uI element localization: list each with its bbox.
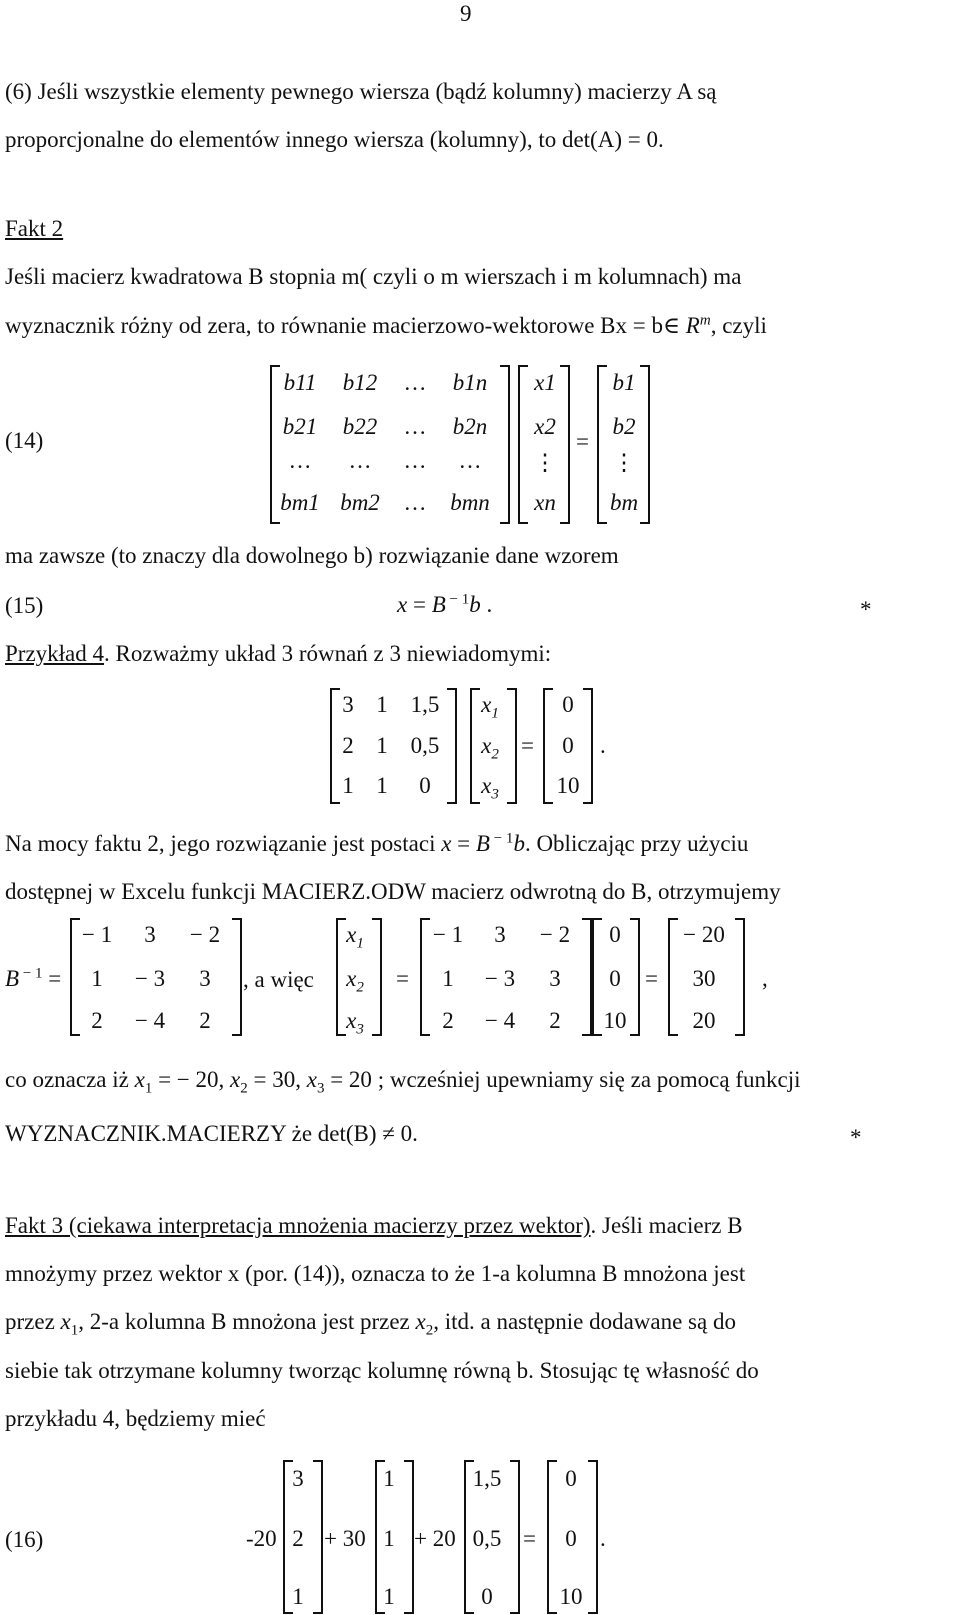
result-comma: ,: [762, 966, 768, 991]
fakt2-title: Fakt 2: [5, 216, 64, 241]
eq16-label: (16): [5, 1527, 44, 1552]
prop6-line2: proporcjonalne do elementów innego wiersza (kolumny), to det(A) = 0.: [5, 127, 664, 152]
fakt3-line1: Fakt 3 (ciekawa interpretacja mnożenia macierzy przez wektor). Jeśli macierz B: [5, 1213, 743, 1238]
wyznacznik-line: WYZNACZNIK.MACIERZY że det(B) ≠ 0.: [5, 1121, 418, 1146]
fakt3-title: Fakt 3 (ciekawa interpretacja mnożenia macierzy przez wektor): [5, 1213, 591, 1238]
eq15-label: (15): [5, 593, 44, 618]
star-1: *: [860, 597, 872, 622]
product-equals-2: =: [645, 966, 658, 991]
fakt3-line4: siebie tak otrzymane kolumny tworząc kolumnę równą b. Stosując tę własność do: [5, 1358, 759, 1383]
fakt2-line1: Jeśli macierz kwadratowa B stopnia m( czyli o m wierszach i m kolumnach) ma: [5, 264, 742, 289]
eq16-coef3: + 20: [414, 1526, 456, 1551]
a-wiec: , a więc: [243, 967, 314, 992]
page-number: 9: [460, 1, 472, 26]
prop6-line1: (6) Jeśli wszystkie elementy pewnego wiersza (bądź kolumny) macierzy A są: [5, 79, 717, 104]
eq14-label: (14): [5, 428, 44, 453]
example4-title: Przykład 4: [5, 641, 105, 666]
dostepnej-line: dostępnej w Excelu funkcji MACIERZ.ODW macierz odwrotną do B, otrzymujemy: [5, 879, 781, 904]
eq15-formula: x = B $^{- 1}$b .: [397, 591, 493, 617]
not-equal-symbol: ≠: [376, 1121, 395, 1146]
na-mocy-line: Na mocy faktu 2, jego rozwiązanie jest postaci x = B $^{- 1}$b. Obliczając przy użyciu: [5, 830, 749, 856]
co-oznacza-line: co oznacza iż $x_1$ = − 20, $x_2 = 30$, $x_3 = 20$ ; wcześniej upewniamy się za pomocą funkcji: [5, 1067, 801, 1097]
document-page: 9 (6) Jeśli wszystkie elementy pewnego wiersza (bądź kolumny) macierzy A są proporcjonalne do elementów innego wiersza (kolumny), to det(A) = 0. Fakt 2 Jeśli macierz kwadratowa B stopnia m( czyli o m wierszach i m kolumnach) ma wyznacznik różny od zera, to równanie macierzowo-wektorowe Bx = b∈ $R^m$, czyli (14) b11 b12 … b1n b21 b22 … b2n … … … … bm1 bm2 … bmn x1 x2 ⋮ xn = b1 b2 ⋮ bm ma zawsze (to znaczy dla dowolnego b) rozwiązanie dane wzorem (15) x = B $^{- 1}$b . * Przykład 4. Rozważmy układ 3 równań z 3 niewiadomymi: 3 1 1,5 2 1 0,5 1 1 0 $x_1$ $x_2$ $x_3$ = 0 0 10 . Na mocy faktu 2, jego rozwiązanie jest postaci x = B $^{- 1}$b. Obliczając przy użyciu dostępnej w Excelu funkcji MACIERZ.ODW macierz odwrotną do B, otrzymujemy B $^{- 1}$ = − 1 3 − 2 1 − 3 3 2 − 4 2 , a więc $x_1$ $x_2$ $x_3$ = − 1 3 − 2 1 − 3 3 2 − 4 2 0 0 10 = − 20 30 20 , co oznacza iż $x_1$ = − 20, $x_2 = 30$, $x_3 = 20$ ; wcześniej upewniamy się za pomocą funkcji WYZNACZNIK.MACIERZY że det(B) ≠ 0. * Fakt 3 (ciekawa interpretacja mnożenia macierzy przez wektor). Jeśli macierz B mnożymy przez wektor x (por. (14)), oznacza to że 1-a kolumna B mnożona jest przez $x_1$, 2-a kolumna B mnożona jest przez $x_2$, itd. a następnie dodawane są do siebie tak otrzymane kolumny tworząc kolumnę równą b. Stosując tę własność do przykładu 4, będziemy mieć (16) -20 3 2 1 + 30 1 1 1 + 20 1,5 0,5 0 = 0 0 10 .: [0, 0, 960, 1615]
eq16-period: .: [600, 1526, 606, 1551]
example4-text: . Rozważmy układ 3 równań z 3 niewiadomymi:: [104, 641, 552, 666]
after-eq14: ma zawsze (to znaczy dla dowolnego b) rozwiązanie dane wzorem: [5, 543, 619, 568]
eq16-coef1: -20: [246, 1526, 277, 1551]
element-of-symbol: ∈ $R^m$: [663, 312, 711, 338]
fakt2-line2-end: , czyli: [710, 313, 767, 338]
fakt3-line3: przez $x_1$, 2-a kolumna B mnożona jest przez $x_2$, itd. a następnie dodawane są do: [5, 1309, 736, 1339]
fakt3-line5: przykładu 4, będziemy mieć: [5, 1406, 266, 1431]
eq16-equals: =: [523, 1526, 536, 1551]
eq16-coef2: + 30: [324, 1526, 366, 1551]
fakt2-line2: [5, 312, 767, 340]
example4-line: [5, 640, 551, 668]
fakt2-line2-text: wyznacznik różny od zera, to równanie macierzowo-wektorowe Bx = b: [5, 313, 663, 338]
ex4-equals: =: [521, 733, 534, 758]
fakt3-line2: mnożymy przez wektor x (por. (14)), oznacza to że 1-a kolumna B mnożona jest: [5, 1261, 746, 1286]
ex4-period: .: [600, 733, 606, 758]
star-2: *: [850, 1125, 862, 1150]
binv-symbol: B $^{- 1}$ =: [5, 965, 62, 991]
product-equals-1: =: [396, 966, 409, 991]
eq14-equals: =: [576, 429, 589, 454]
